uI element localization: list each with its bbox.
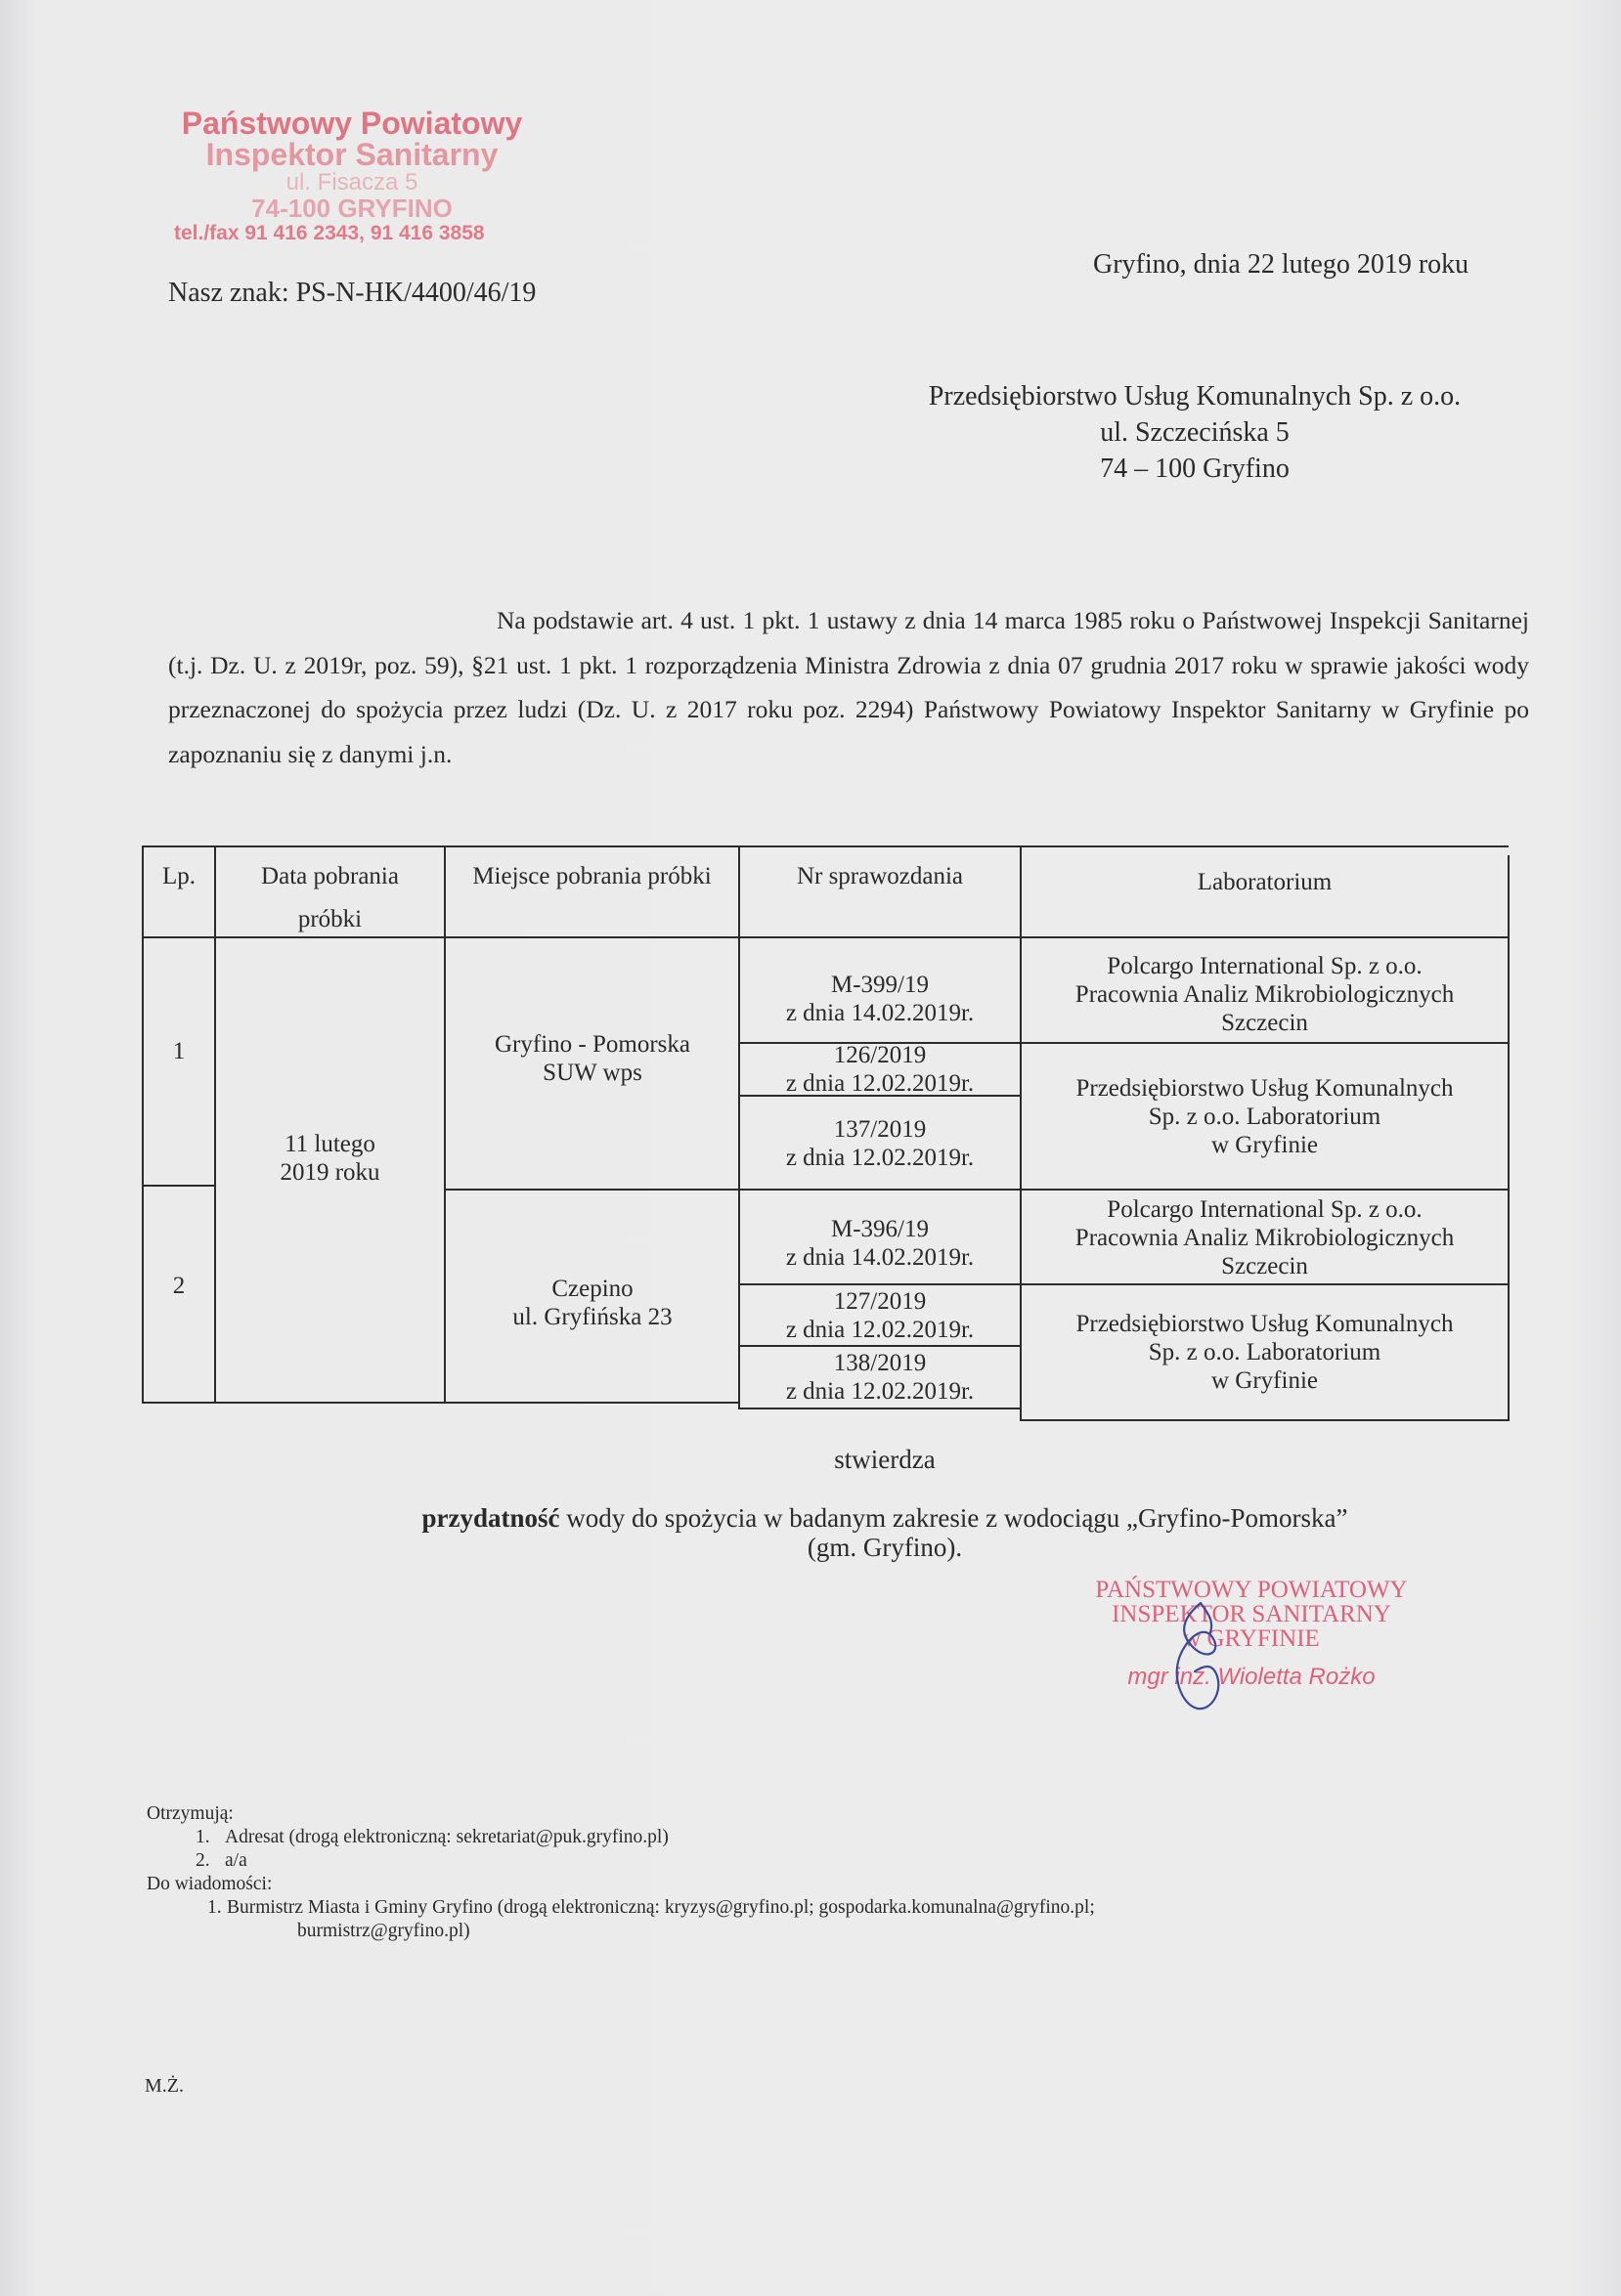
author-initials: M.Ż. (145, 2075, 184, 2097)
row-1-lab-2 (1022, 1044, 1508, 1189)
signatory-name: mgr inż. Wioletta Rożko (1127, 1664, 1376, 1690)
cell-text: Czepino (551, 1276, 634, 1302)
item-number: 2. (196, 1850, 210, 1871)
cell-text: Przedsiębiorstwo Usług Komunalnych (1075, 1311, 1454, 1337)
addressee-name: Przedsiębiorstwo Usług Komunalnych Sp. z o.o. (928, 381, 1462, 412)
item-number: 1. (196, 1827, 210, 1847)
decision-verb: stwierdza (834, 1445, 936, 1474)
item-text: Adresat (drogą elektroniczną: sekretariat@puk.gryfino.pl) (225, 1827, 669, 1847)
item-text-continuation: burmistrz@gryfino.pl) (297, 1921, 470, 1941)
cell-text: 137/2019 (833, 1116, 927, 1143)
row-2-lab-1 (1022, 1192, 1508, 1283)
cell-text: Polcargo International Sp. z o.o. (1107, 1196, 1423, 1223)
item-text: Burmistrz Miasta i Gminy Gryfino (drogą elektroniczną: kryzys@gryfino.pl; gospodarka.komunalna@gryfino.pl; (227, 1897, 1095, 1918)
cc-item (207, 1896, 1095, 1943)
row-1-lp (144, 1026, 214, 1075)
header-lp (144, 847, 214, 943)
header-label: Lp. (161, 863, 197, 889)
recipient-item (196, 1849, 247, 1873)
row-2-report-3 (740, 1347, 1020, 1408)
row-2-report-1 (740, 1202, 1020, 1283)
item-text: a/a (225, 1850, 247, 1871)
header-label: próbki (297, 906, 363, 932)
cell-text: ul. Gryfińska 23 (512, 1304, 673, 1330)
cell-text: M-396/19 (831, 1215, 929, 1242)
stamp-line: PAŃSTWOWY POWIATOWY (1095, 1577, 1408, 1603)
cell-text: 127/2019 (833, 1287, 927, 1315)
stamp-line: INSPEKTOR SANITARNY (1112, 1601, 1391, 1627)
recipient-item (196, 1826, 669, 1849)
stamp-line: 74-100 GRYFINO (251, 194, 453, 223)
stamp-line: Inspektor Sanitarny (205, 137, 499, 172)
header-label: Laboratorium (1197, 869, 1333, 895)
header-label: Data pobrania (261, 863, 399, 889)
cell-text: Gryfino - Pomorska (495, 1031, 690, 1058)
row-2-place (447, 1269, 738, 1337)
decision-line2: (gm. Gryfino). (807, 1533, 963, 1562)
item-number: 1. (207, 1897, 222, 1918)
cell-text: z dnia 14.02.2019r. (785, 1000, 975, 1026)
legal-basis-text: Na podstawie art. 4 ust. 1 pkt. 1 ustawy z dnia 14 marca 1985 roku o Państwowej Inspekcji Sanitarnej (t.j. Dz. U. z 2019r, poz. 59), §21 ust. 1 pkt. 1 rozporządzenia Ministra Zdrowia z dnia 07 grudnia 2017 roku w sprawie jakości wody przeznaczonej do spożycia przez ludzi (Dz. U. z 2017 roku poz. 2294) Państwowy Powiatowy Inspektor Sanitarny w Gryfinie po zapoznaniu się z danymi j.n. (168, 606, 1529, 768)
header-date (216, 847, 444, 943)
row-2-lp (144, 1261, 214, 1310)
header-place (446, 847, 738, 943)
cell-text: SUW wps (543, 1060, 642, 1086)
place-date: Gryfino, dnia 22 lutego 2019 roku (1093, 249, 1469, 280)
stamp-line: ul. Fisacza 5 (285, 169, 418, 195)
row-1-report-3 (740, 1099, 1020, 1189)
signature-stamp (1036, 1578, 1467, 1689)
cell-text: z dnia 12.02.2019r. (785, 1316, 975, 1343)
row-1-report-2 (740, 1044, 1020, 1095)
cell-text: 2019 roku (280, 1159, 380, 1186)
table-border (445, 1189, 1509, 1191)
header-lab (1022, 847, 1508, 949)
cell-text: Pracownia Analiz Mikrobiologicznych (1074, 1225, 1455, 1251)
row-1-lab-1 (1022, 946, 1508, 1042)
table-border (142, 1185, 215, 1187)
row-2-lab-2 (1022, 1285, 1508, 1419)
legal-basis-paragraph (168, 598, 1529, 776)
header-label: Nr sprawozdania (796, 863, 964, 889)
stamp-line: w GRYFINIE (1183, 1625, 1320, 1652)
cell-text: w Gryfinie (1211, 1367, 1318, 1394)
row-1-report-1 (740, 956, 1020, 1042)
row-1-place (447, 1026, 738, 1091)
stamp-line: Państwowy Powiatowy (181, 106, 523, 141)
cell-text: z dnia 12.02.2019r. (785, 1070, 975, 1097)
cc-label: Do wiadomości: (147, 1874, 273, 1894)
cell-text: Pracownia Analiz Mikrobiologicznych (1074, 980, 1455, 1008)
header-label: Miejsce pobrania próbki (472, 863, 712, 889)
cell-text: 126/2019 (833, 1042, 927, 1068)
cell-text: Sp. z o.o. Laboratorium (1148, 1339, 1381, 1365)
stamp-line: tel./fax 91 416 2343, 91 416 3858 (174, 222, 485, 244)
cell-text: Szczecin (1221, 1253, 1308, 1279)
letterhead-stamp (147, 108, 557, 246)
cell-text: Sp. z o.o. Laboratorium (1148, 1103, 1381, 1130)
cell-text: Przedsiębiorstwo Usług Komunalnych (1075, 1074, 1454, 1102)
row-2-report-2 (740, 1285, 1020, 1345)
table-border (1020, 1419, 1509, 1421)
decision-bold: przydatność (421, 1503, 560, 1533)
cell-text: z dnia 14.02.2019r. (785, 1243, 975, 1271)
table-border (738, 1408, 1020, 1409)
addressee-block (872, 378, 1517, 487)
cell-text: 138/2019 (833, 1350, 927, 1376)
cell-text: z dnia 12.02.2019r. (785, 1378, 975, 1405)
cell-text: 11 lutego (285, 1131, 375, 1157)
table-border (142, 1402, 738, 1404)
reference-number: Nasz znak: PS-N-HK/4400/46/19 (168, 278, 537, 308)
cell-text: M-399/19 (831, 972, 929, 998)
cell-text: 2 (172, 1272, 186, 1299)
cell-text: 1 (172, 1037, 186, 1064)
cell-text: z dnia 12.02.2019r. (785, 1145, 975, 1171)
addressee-city: 74 – 100 Gryfino (1100, 454, 1290, 484)
cell-text: w Gryfinie (1211, 1131, 1318, 1158)
decision-statement (323, 1503, 1447, 1562)
decision-text: wody do spożycia w badanym zakresie z wodociągu „Gryfino-Pomorska” (559, 1503, 1348, 1533)
sampling-date-cell (216, 1114, 444, 1202)
header-report (740, 847, 1020, 943)
handwritten-signature (1154, 1593, 1242, 1720)
cell-text: Szczecin (1221, 1009, 1308, 1036)
recipients-label: Otrzymują: (147, 1803, 234, 1824)
cell-text: Polcargo International Sp. z o.o. (1107, 952, 1423, 979)
addressee-street: ul. Szczecińska 5 (1100, 417, 1290, 448)
